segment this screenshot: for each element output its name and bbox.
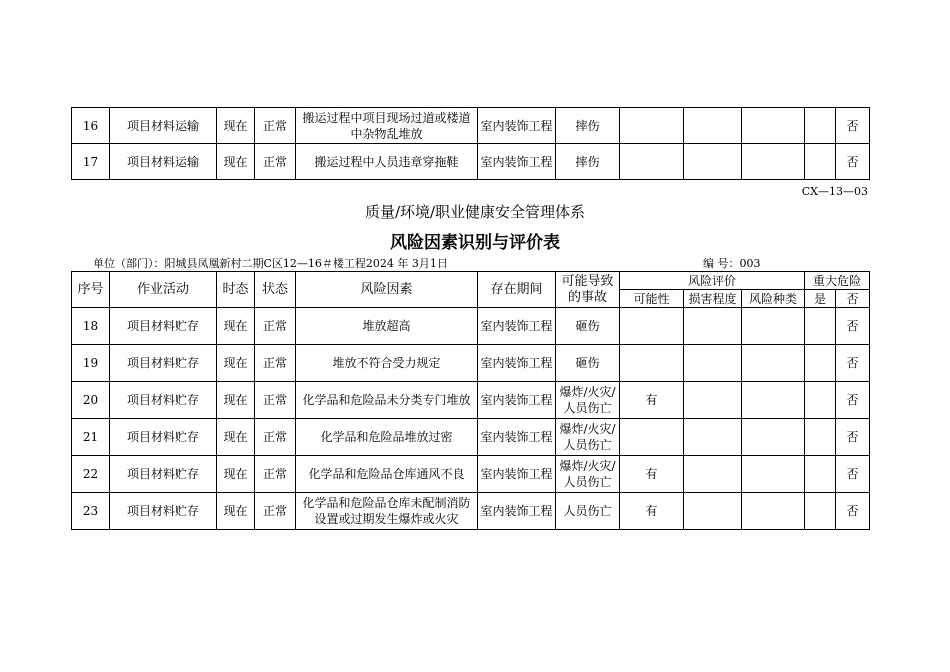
cell-severity <box>684 108 742 144</box>
cell-major-yes <box>805 419 836 456</box>
cell-activity: 项目材料贮存 <box>110 382 217 419</box>
cell-activity: 项目材料运输 <box>110 108 217 144</box>
cell-major-yes <box>805 108 836 144</box>
table-row <box>72 308 870 345</box>
cell-possibility <box>620 108 684 144</box>
cell-activity: 项目材料运输 <box>110 144 217 180</box>
cell-risk-type <box>742 345 805 382</box>
table-row <box>72 382 870 419</box>
header-risk-factor: 风险因素 <box>296 272 478 308</box>
cell-risk-type <box>742 382 805 419</box>
cell-risk-factor: 化学品和危险品未分类专门堆放 <box>296 382 478 419</box>
cell-tense: 现在 <box>217 345 255 382</box>
cell-no: 18 <box>72 308 110 345</box>
cell-accident: 爆炸/火灾/人员伤亡 <box>556 456 620 493</box>
cell-major-yes <box>805 456 836 493</box>
cell-no: 17 <box>72 144 110 180</box>
cell-severity <box>684 419 742 456</box>
header-no: 序号 <box>72 272 110 308</box>
cell-tense: 现在 <box>217 308 255 345</box>
cell-major-no: 否 <box>836 345 870 382</box>
header-tense: 时态 <box>217 272 255 308</box>
cell-major-no: 否 <box>836 382 870 419</box>
cell-risk-type <box>742 144 805 180</box>
cell-state: 正常 <box>255 419 296 456</box>
risk-assessment-table <box>71 271 870 530</box>
table-row <box>72 419 870 456</box>
cell-risk-type <box>742 419 805 456</box>
cell-accident: 砸伤 <box>556 345 620 382</box>
header-possibility: 可能性 <box>620 290 684 308</box>
header-state: 状态 <box>255 272 296 308</box>
serial-number: 编 号：003 <box>703 257 761 270</box>
cell-no: 16 <box>72 108 110 144</box>
cell-risk-factor: 化学品和危险品堆放过密 <box>296 419 478 456</box>
header-major-hazard: 重大危险 <box>805 272 870 290</box>
cell-period: 室内装饰工程 <box>478 419 556 456</box>
cell-major-no: 否 <box>836 419 870 456</box>
cell-period: 室内装饰工程 <box>478 345 556 382</box>
cell-state: 正常 <box>255 382 296 419</box>
cell-state: 正常 <box>255 456 296 493</box>
cell-major-no: 否 <box>836 308 870 345</box>
cell-possibility <box>620 144 684 180</box>
cell-state: 正常 <box>255 493 296 530</box>
cell-activity: 项目材料贮存 <box>110 493 217 530</box>
cell-possibility <box>620 419 684 456</box>
table-row <box>72 108 870 144</box>
cell-risk-factor: 搬运过程中项目现场过道或楼道中杂物乱堆放 <box>296 108 478 144</box>
cell-risk-type <box>742 493 805 530</box>
cell-period: 室内装饰工程 <box>478 493 556 530</box>
cell-major-no: 否 <box>836 108 870 144</box>
cell-major-yes <box>805 144 836 180</box>
cell-major-yes <box>805 493 836 530</box>
cell-major-yes <box>805 345 836 382</box>
cell-severity <box>684 144 742 180</box>
cell-period: 室内装饰工程 <box>478 144 556 180</box>
table-row <box>72 144 870 180</box>
cell-activity: 项目材料贮存 <box>110 345 217 382</box>
cell-activity: 项目材料贮存 <box>110 419 217 456</box>
cell-possibility <box>620 308 684 345</box>
table-row <box>72 345 870 382</box>
cell-risk-factor: 堆放不符合受力规定 <box>296 345 478 382</box>
cell-tense: 现在 <box>217 382 255 419</box>
cell-severity <box>684 308 742 345</box>
cell-possibility: 有 <box>620 456 684 493</box>
cell-tense: 现在 <box>217 493 255 530</box>
cell-severity <box>684 456 742 493</box>
header-no-col: 否 <box>836 290 870 308</box>
cell-risk-type <box>742 308 805 345</box>
table-row <box>72 493 870 530</box>
cell-state: 正常 <box>255 108 296 144</box>
cell-major-yes <box>805 382 836 419</box>
cell-activity: 项目材料贮存 <box>110 456 217 493</box>
cell-possibility <box>620 345 684 382</box>
header-accident: 可能导致的事故 <box>556 272 620 308</box>
cell-state: 正常 <box>255 144 296 180</box>
cell-tense: 现在 <box>217 108 255 144</box>
cell-possibility: 有 <box>620 382 684 419</box>
cell-major-no: 否 <box>836 493 870 530</box>
cell-severity <box>684 493 742 530</box>
continuation-table <box>71 107 870 180</box>
cell-no: 22 <box>72 456 110 493</box>
header-risk-type: 风险种类 <box>742 290 805 308</box>
header-activity: 作业活动 <box>110 272 217 308</box>
cell-accident: 爆炸/火灾/人员伤亡 <box>556 419 620 456</box>
cell-major-no: 否 <box>836 456 870 493</box>
cell-risk-type <box>742 108 805 144</box>
cell-period: 室内装饰工程 <box>478 308 556 345</box>
cell-tense: 现在 <box>217 144 255 180</box>
cell-tense: 现在 <box>217 456 255 493</box>
cell-activity: 项目材料贮存 <box>110 308 217 345</box>
form-code: CX—13—03 <box>801 185 868 198</box>
header-row-1 <box>72 272 870 290</box>
cell-risk-factor: 化学品和危险品仓库通风不良 <box>296 456 478 493</box>
cell-no: 23 <box>72 493 110 530</box>
cell-accident: 砸伤 <box>556 308 620 345</box>
unit-and-date-line: 单位（部门）：阳城县凤凰新村二期C区12—16＃楼工程2024 年 3月1日 <box>93 257 448 270</box>
cell-risk-factor: 化学品和危险品仓库未配制消防设置或过期发生爆炸或火灾 <box>296 493 478 530</box>
cell-state: 正常 <box>255 308 296 345</box>
cell-accident: 摔伤 <box>556 108 620 144</box>
cell-period: 室内装饰工程 <box>478 382 556 419</box>
table-row <box>72 456 870 493</box>
cell-risk-type <box>742 456 805 493</box>
cell-accident: 摔伤 <box>556 144 620 180</box>
cell-accident: 爆炸/火灾/人员伤亡 <box>556 382 620 419</box>
cell-no: 20 <box>72 382 110 419</box>
cell-no: 21 <box>72 419 110 456</box>
header-period: 存在期间 <box>478 272 556 308</box>
header-evaluation: 风险评价 <box>620 272 805 290</box>
cell-major-yes <box>805 308 836 345</box>
cell-severity <box>684 382 742 419</box>
header-severity: 损害程度 <box>684 290 742 308</box>
system-title: 质量/环境/职业健康安全管理体系 <box>364 203 586 221</box>
cell-tense: 现在 <box>217 419 255 456</box>
cell-major-no: 否 <box>836 144 870 180</box>
document-title: 风险因素识别与评价表 <box>390 233 560 253</box>
header-yes: 是 <box>805 290 836 308</box>
cell-accident: 人员伤亡 <box>556 493 620 530</box>
cell-period: 室内装饰工程 <box>478 456 556 493</box>
cell-period: 室内装饰工程 <box>478 108 556 144</box>
cell-state: 正常 <box>255 345 296 382</box>
cell-risk-factor: 搬运过程中人员违章穿拖鞋 <box>296 144 478 180</box>
cell-risk-factor: 堆放超高 <box>296 308 478 345</box>
cell-possibility: 有 <box>620 493 684 530</box>
cell-no: 19 <box>72 345 110 382</box>
cell-severity <box>684 345 742 382</box>
